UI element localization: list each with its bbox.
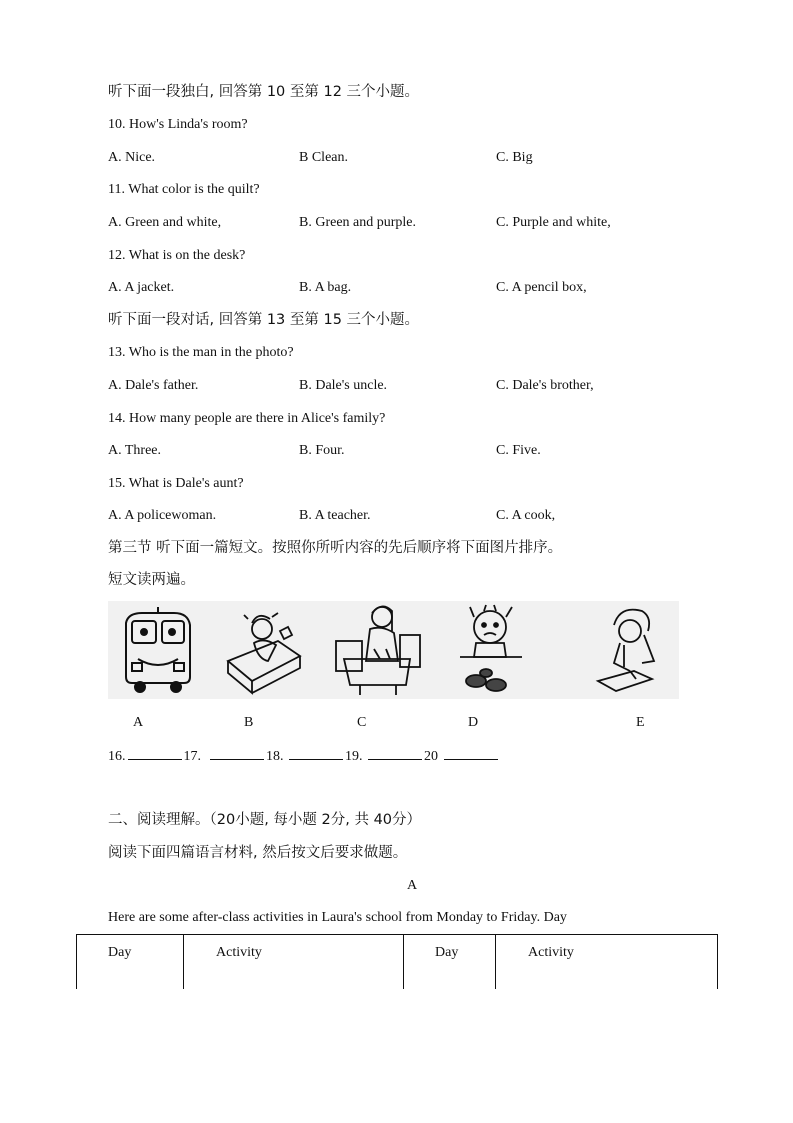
question-15: 15. What is Dale's aunt? (108, 476, 244, 491)
q11-option-b: B. Green and purple. (299, 215, 417, 230)
section-intro-dialogue: 听下面一段对话, 回答第 13 至第 15 三个小题。 (108, 312, 420, 328)
table-header-cell (404, 935, 496, 990)
picture-label-c: C (357, 715, 367, 730)
section-intro-monologue: 听下面一段独白, 回答第 10 至第 12 三个小题。 (108, 84, 420, 100)
boy-eating-picture (456, 601, 526, 699)
header-day-2: Day (435, 945, 459, 960)
q10-option-c: C. Big (496, 150, 533, 165)
bus-picture (118, 601, 198, 699)
q12-option-c: C. A pencil box, (496, 280, 587, 295)
q12-option-a: A. A jacket. (108, 280, 175, 295)
blank-label-19: 19. (345, 749, 363, 764)
girl-in-bed-picture (218, 601, 308, 699)
activities-table (76, 934, 718, 989)
q15-option-a: A. A policewoman. (108, 508, 217, 523)
q10-option-a: A. Nice. (108, 150, 156, 165)
blank-label-16: 16. (108, 749, 126, 764)
header-activity-1: Activity (216, 945, 262, 960)
q13-option-a: A. Dale's father. (108, 378, 199, 393)
answer-blanks (108, 747, 500, 766)
picture-label-e: E (636, 715, 645, 730)
q13-option-c: C. Dale's brother, (496, 378, 594, 393)
answer-blank-18[interactable] (289, 747, 343, 760)
answer-blank-19[interactable] (368, 747, 422, 760)
q12-option-b: B. A bag. (299, 280, 352, 295)
section3-title: 第三节 听下面一篇短文。按照你所听内容的先后顺序将下面图片排序。 (108, 540, 563, 556)
girl-writing-picture (590, 601, 670, 699)
section3-subtitle: 短文读两遍。 (108, 572, 195, 588)
answer-blank-20[interactable] (444, 747, 498, 760)
girl-at-table-picture (330, 601, 425, 699)
picture-label-a: A (133, 715, 144, 730)
reading-heading: 二、阅读理解。（20小题, 每小题 2分, 共 40分） (108, 812, 422, 828)
table-header-cell (77, 935, 184, 990)
question-10: 10. How's Linda's room? (108, 117, 248, 132)
question-12: 12. What is on the desk? (108, 248, 246, 263)
picture-label-b: B (244, 715, 254, 730)
blank-label-17: 17. (183, 749, 201, 764)
q15-option-b: B. A teacher. (299, 508, 371, 523)
passage-intro: Here are some after-class activities in Laura's school from Monday to Friday. Day (108, 910, 567, 925)
table-header-cell (184, 935, 404, 990)
reading-instruction: 阅读下面四篇语言材料, 然后按文后要求做题。 (108, 845, 408, 861)
q14-option-b: B. Four. (299, 443, 345, 458)
q10-option-b: B Clean. (299, 150, 348, 165)
q15-option-c: C. A cook, (496, 508, 556, 523)
header-activity-2: Activity (528, 945, 574, 960)
answer-blank-16[interactable] (128, 747, 182, 760)
q13-option-b: B. Dale's uncle. (299, 378, 388, 393)
question-11: 11. What color is the quilt? (108, 182, 260, 197)
q11-option-c: C. Purple and white, (496, 215, 611, 230)
answer-blank-17[interactable] (210, 747, 264, 760)
header-day-1: Day (108, 945, 132, 960)
blank-label-20: 20 (424, 749, 438, 764)
table-header-cell (496, 935, 718, 990)
q11-option-a: A. Green and white, (108, 215, 222, 230)
question-13: 13. Who is the man in the photo? (108, 345, 294, 360)
question-14: 14. How many people are there in Alice's family? (108, 411, 386, 426)
picture-label-d: D (468, 715, 479, 730)
passage-label: A (407, 878, 418, 893)
blank-label-18: 18. (266, 749, 284, 764)
q14-option-c: C. Five. (496, 443, 541, 458)
picture-strip (108, 601, 679, 699)
q14-option-a: A. Three. (108, 443, 161, 458)
table-header-row (77, 935, 718, 990)
